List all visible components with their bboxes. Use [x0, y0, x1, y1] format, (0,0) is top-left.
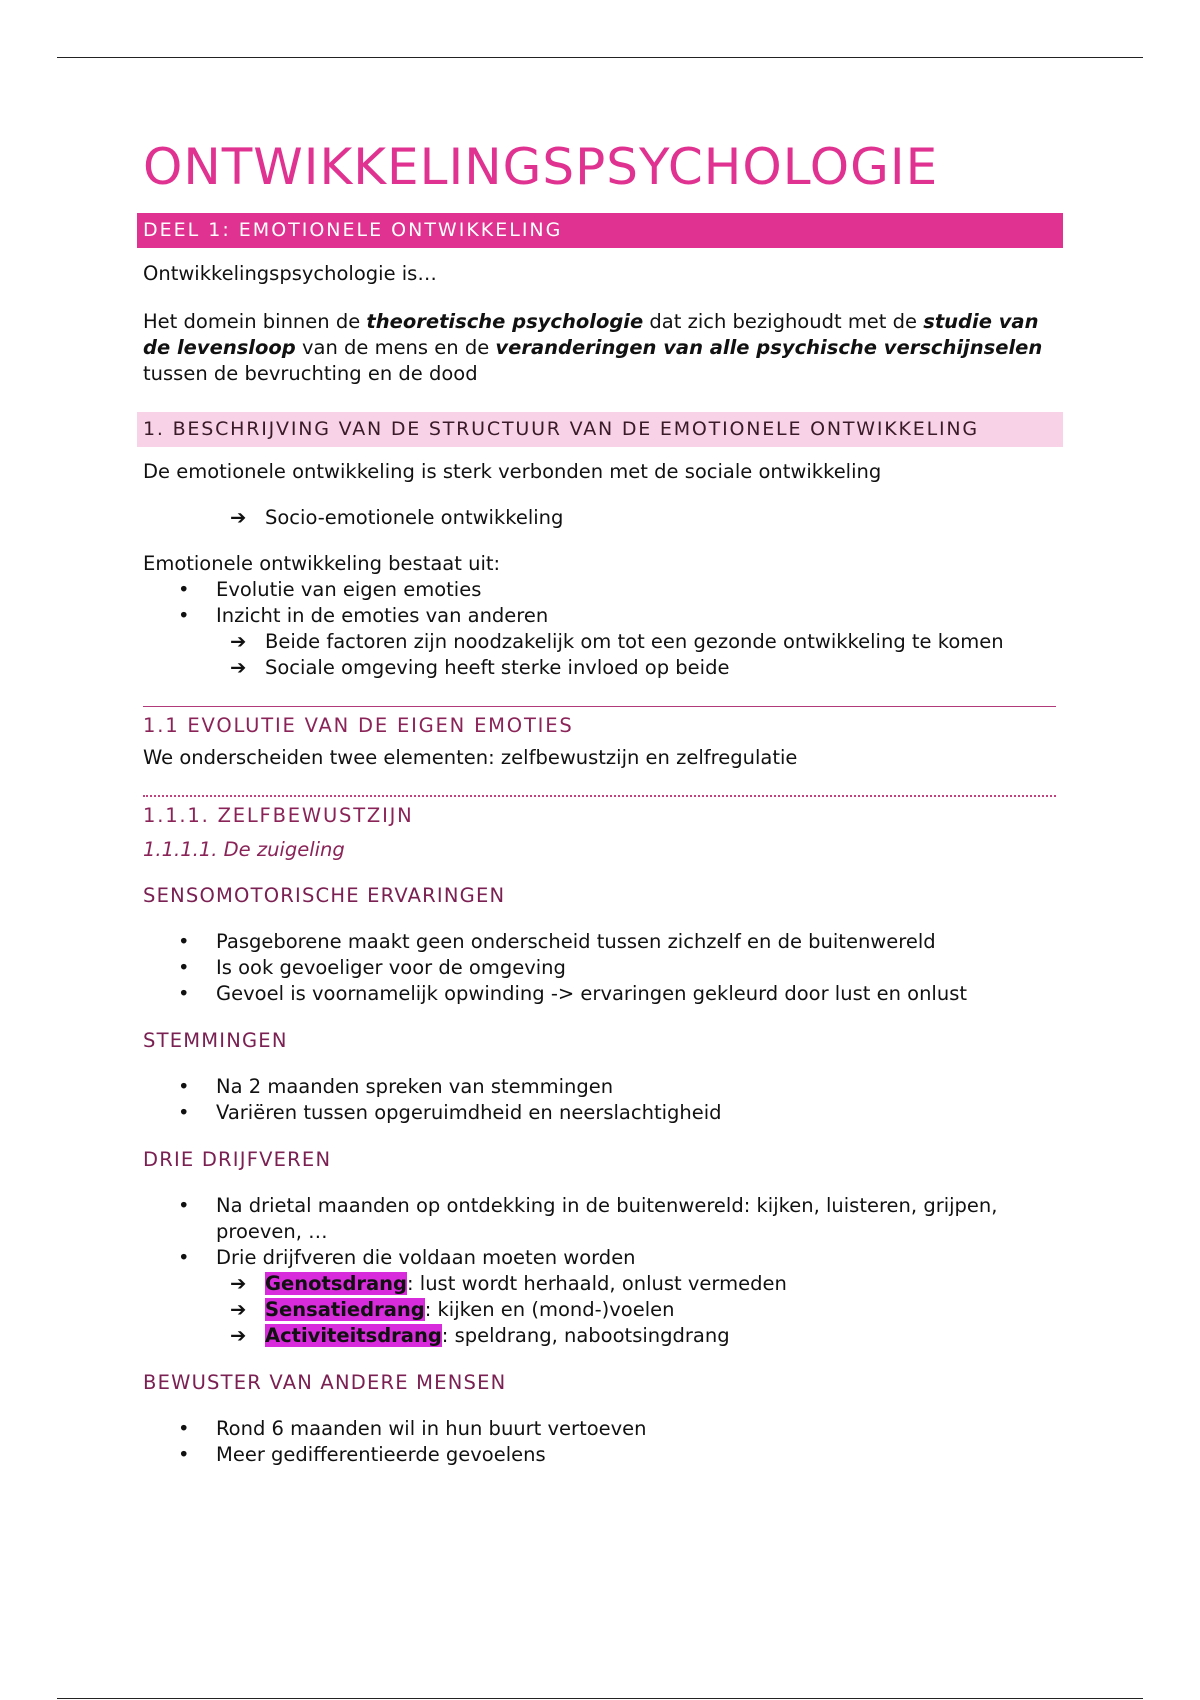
intro-lead: Ontwikkelingspsychologie is…	[143, 262, 437, 285]
arrow-icon: ➔	[230, 630, 247, 653]
bullet-list	[143, 1193, 1063, 1271]
section-1-1-text: We onderscheiden twee elementen: zelfbewustzijn en zelfregulatie	[143, 746, 798, 769]
section-1-1-1-heading: 1.1.1. ZELFBEWUSTZIJN	[143, 795, 1056, 829]
deel-heading: DEEL 1: EMOTIONELE ONTWIKKELING	[137, 213, 1063, 248]
section-1-1-1-1-heading: 1.1.1.1. De zuigeling	[143, 838, 345, 861]
bottom-rule	[57, 1698, 1143, 1699]
highlighted-term: Activiteitsdrang	[265, 1324, 442, 1347]
arrow-item: ➔ Genotsdrang: lust wordt herhaald, onlust vermeden	[230, 1272, 787, 1295]
arrow-item: ➔ Socio-emotionele ontwikkeling	[230, 506, 564, 529]
highlighted-term: Genotsdrang	[265, 1272, 408, 1295]
arrow-icon: ➔	[230, 1272, 247, 1295]
list-item: • Variëren tussen opgeruimdheid en neerslachtigheid	[143, 1100, 1063, 1126]
list-item: • Na drietal maanden op ontdekking in de buitenwereld: kijken, luisteren, grijpen, proeven, …	[143, 1193, 1063, 1245]
arrow-icon: ➔	[230, 656, 247, 679]
list-item: • Pasgeborene maakt geen onderscheid tussen zichzelf en de buitenwereld	[143, 929, 1063, 955]
list-item: • Is ook gevoeliger voor de omgeving	[143, 955, 1063, 981]
section-1-text: De emotionele ontwikkeling is sterk verbonden met de sociale ontwikkeling	[143, 460, 882, 483]
bullet-list	[143, 1416, 1063, 1468]
document-title: ONTWIKKELINGSPSYCHOLOGIE	[143, 138, 939, 196]
arrow-icon: ➔	[230, 1324, 247, 1347]
arrow-icon: ➔	[230, 1298, 247, 1321]
highlighted-term: Sensatiedrang	[265, 1298, 425, 1321]
bullet-list	[143, 929, 1063, 1007]
list-item: • Inzicht in de emoties van anderen	[143, 603, 1063, 629]
definition-paragraph: Het domein binnen de theoretische psychologie dat zich bezighoudt met de studie van de levensloop van de mens en de veranderingen van alle psychische verschijnselen tussen de bevruchting en de dood	[143, 310, 1043, 385]
stemmingen-heading: STEMMINGEN	[143, 1029, 288, 1052]
sensomotorisch-heading: SENSOMOTORISCHE ERVARINGEN	[143, 884, 506, 907]
list-item: • Drie drijfveren die voldaan moeten worden	[143, 1245, 1063, 1271]
bullet-list	[143, 1074, 1063, 1126]
bewuster-heading: BEWUSTER VAN ANDERE MENSEN	[143, 1371, 507, 1394]
arrow-item: ➔ Sociale omgeving heeft sterke invloed op beide	[230, 656, 730, 679]
section-1-heading: 1. BESCHRIJVING VAN DE STRUCTUUR VAN DE EMOTIONELE ONTWIKKELING	[137, 412, 1063, 447]
top-rule	[57, 57, 1143, 58]
section-1-1-heading: 1.1 EVOLUTIE VAN DE EIGEN EMOTIES	[143, 706, 1056, 739]
drijfveren-heading: DRIE DRIJFVEREN	[143, 1148, 332, 1171]
arrow-item: ➔ Beide factoren zijn noodzakelijk om tot een gezonde ontwikkeling te komen	[230, 630, 1004, 653]
list-item: • Evolutie van eigen emoties	[143, 577, 1063, 603]
bullet-list	[143, 577, 1063, 629]
list-item: • Meer gedifferentieerde gevoelens	[143, 1442, 1063, 1468]
list-item: • Rond 6 maanden wil in hun buurt vertoeven	[143, 1416, 1063, 1442]
arrow-item: ➔ Sensatiedrang: kijken en (mond-)voelen	[230, 1298, 675, 1321]
section-1-text-2: Emotionele ontwikkeling bestaat uit:	[143, 552, 501, 575]
arrow-item: ➔ Activiteitsdrang: speldrang, nabootsingdrang	[230, 1324, 730, 1347]
list-item: • Gevoel is voornamelijk opwinding -> ervaringen gekleurd door lust en onlust	[143, 981, 1063, 1007]
arrow-icon: ➔	[230, 506, 247, 529]
list-item: • Na 2 maanden spreken van stemmingen	[143, 1074, 1063, 1100]
document-body	[143, 140, 1063, 1468]
